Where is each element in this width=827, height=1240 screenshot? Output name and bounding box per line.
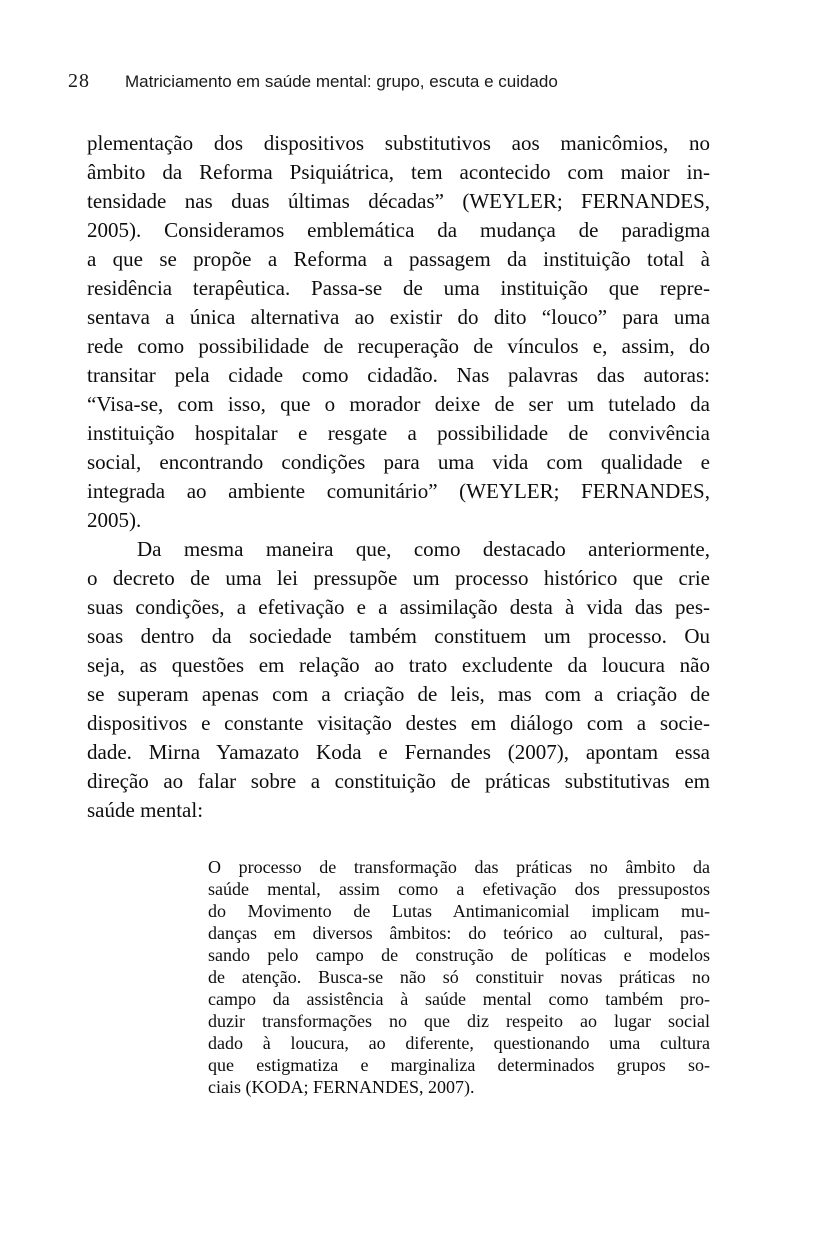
text-line: direção ao falar sobre a constituição de práticas substitutivas em	[87, 769, 710, 793]
text-line: o decreto de uma lei pressupõe um processo histórico que crie	[87, 566, 710, 590]
text-line: duzir transformações no que diz respeito ao lugar social	[208, 1011, 710, 1031]
text-line: sando pelo campo de construção de políticas e modelos	[208, 945, 710, 965]
text-line: saúde mental, assim como a efetivação dos pressupostos	[208, 879, 710, 899]
text-line: âmbito da Reforma Psiquiátrica, tem acontecido com maior in-	[87, 160, 710, 184]
text-line: plementação dos dispositivos substitutivos aos manicômios, no	[87, 131, 710, 155]
text-line: rede como possibilidade de recuperação de vínculos e, assim, do	[87, 334, 710, 358]
text-line: a que se propõe a Reforma a passagem da instituição total à	[87, 247, 710, 271]
block-quote	[208, 856, 710, 1098]
running-title: Matriciamento em saúde mental: grupo, escuta e cuidado	[125, 72, 558, 91]
text-line: 2005). Consideramos emblemática da mudança de paradigma	[87, 218, 710, 242]
text-line: O processo de transformação das práticas no âmbito da	[208, 857, 710, 877]
text-line: ciais (KODA; FERNANDES, 2007).	[208, 1077, 475, 1097]
text-line: social, encontrando condições para uma vida com qualidade e	[87, 450, 710, 474]
text-line: que estigmatiza e marginaliza determinados grupos so-	[208, 1055, 710, 1075]
text-line: instituição hospitalar e resgate a possibilidade de convivência	[87, 421, 710, 445]
text-line: seja, as questões em relação ao trato excludente da loucura não	[87, 653, 710, 677]
paragraph-2	[87, 535, 710, 825]
running-header	[68, 70, 710, 93]
page-number: 28	[68, 70, 90, 92]
text-line: dado à loucura, ao diferente, questionando uma cultura	[208, 1033, 710, 1053]
text-line: soas dentro da sociedade também constituem um processo. Ou	[87, 624, 710, 648]
paragraph-1	[87, 129, 710, 535]
text-line: saúde mental:	[87, 798, 204, 822]
text-line: suas condições, a efetivação e a assimilação desta à vida das pes-	[87, 595, 710, 619]
text-line: de atenção. Busca-se não só constituir novas práticas no	[208, 967, 710, 987]
page-body	[87, 129, 710, 1098]
text-line: dispositivos e constante visitação destes em diálogo com a socie-	[87, 711, 710, 735]
text-line: 2005).	[87, 508, 142, 532]
text-line: Da mesma maneira que, como destacado anteriormente,	[137, 537, 710, 561]
text-line: se superam apenas com a criação de leis, mas com a criação de	[87, 682, 710, 706]
text-line: danças em diversos âmbitos: do teórico ao cultural, pas-	[208, 923, 710, 943]
text-line: “Visa-se, com isso, que o morador deixe de ser um tutelado da	[87, 392, 710, 416]
text-line: integrada ao ambiente comunitário” (WEYLER; FERNANDES,	[87, 479, 710, 503]
text-line: campo da assistência à saúde mental como também pro-	[208, 989, 710, 1009]
text-line: do Movimento de Lutas Antimanicomial implicam mu-	[208, 901, 710, 921]
text-line: tensidade nas duas últimas décadas” (WEYLER; FERNANDES,	[87, 189, 710, 213]
text-line: residência terapêutica. Passa-se de uma instituição que repre-	[87, 276, 710, 300]
text-line: sentava a única alternativa ao existir do dito “louco” para uma	[87, 305, 710, 329]
text-line: transitar pela cidade como cidadão. Nas palavras das autoras:	[87, 363, 710, 387]
text-line: dade. Mirna Yamazato Koda e Fernandes (2007), apontam essa	[87, 740, 710, 764]
